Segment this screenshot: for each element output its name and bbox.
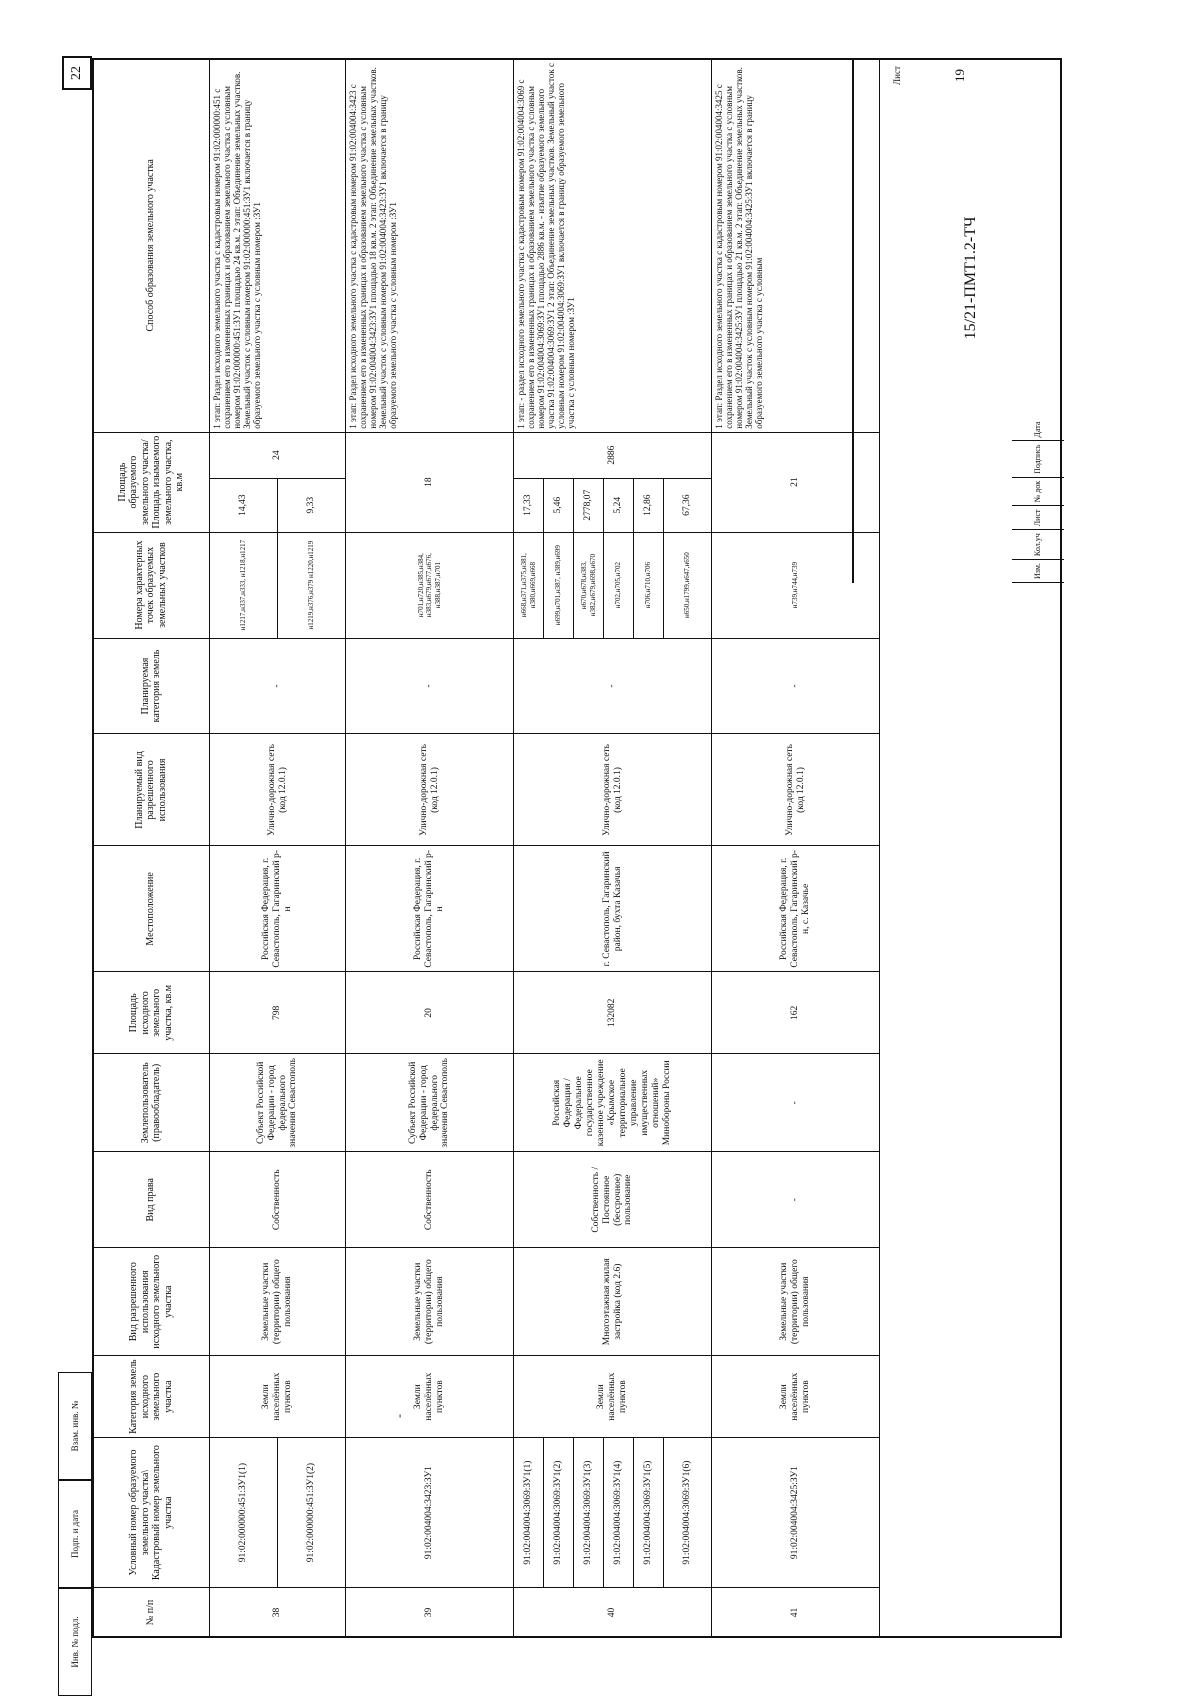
cell-points: н650,н1799,н647,н650	[664, 532, 712, 638]
cell-cond: 91:02:000000:451:ЗУ1(1)	[210, 1438, 278, 1588]
cell-cat: Земли населённых пунктов	[712, 1356, 880, 1438]
document-code: 15/21-ПМТ1.2-ТЧ	[962, 216, 979, 340]
cell-right: -	[712, 1152, 880, 1248]
cell-points: н699,н701,н387, н389,н699	[544, 532, 574, 638]
cell-parea: 9,33	[278, 478, 346, 532]
cell-right: Собственность	[346, 1152, 514, 1248]
cell-cond: 91:02:004004:3423:ЗУ1	[346, 1438, 514, 1588]
cell-owner: -	[712, 1054, 880, 1152]
cell-points: н1219,н376,н379 н1220,н1219	[278, 532, 346, 638]
cell-puse: Улично-дорожная сеть (код 12.0.1)	[346, 734, 514, 846]
tb-col-docno: № док	[1012, 478, 1064, 507]
cell-cond: 91:02:000000:451:ЗУ1(2)	[278, 1438, 346, 1588]
header-loc: Местоположение	[93, 846, 210, 972]
cell-pcat: -	[712, 638, 880, 734]
cell-use: Земельные участки (территории) общего пользования	[346, 1248, 514, 1356]
header-cond: Условный номер образуемого земельного участка\ Кадастровый номер земельного участка	[93, 1438, 210, 1588]
cell-points: н706,н710,н706	[634, 532, 664, 638]
sheet-label: Лист	[892, 66, 902, 85]
cell-points: н1217,н337,н333, н1218,н1217	[210, 532, 278, 638]
tb-col-change: Изм.	[1012, 560, 1064, 583]
side-cell-signature-date: Подп. и дата	[58, 1480, 92, 1588]
cell-points: н670,н678,н383, н382,н679,н698,н670	[574, 532, 604, 638]
cell-cond: 91:02:004004:3069:ЗУ1(4)	[604, 1438, 634, 1588]
tb-col-date: Дата	[1012, 419, 1064, 442]
cell-right: Собственность / Постоянное (бессрочное) пользование	[514, 1152, 712, 1248]
side-cell-inventory: Инв. № подл.	[58, 1588, 92, 1696]
cell-points: н739,н744,н739	[712, 532, 880, 638]
cell-loc: г. Севастополь, Гагаринский район, бухта Казачья	[514, 846, 712, 972]
side-cell-replacement: Взам. инв. №	[58, 1372, 92, 1480]
header-use: Вид разрешенного использования исходного земельного участка	[93, 1248, 210, 1356]
cell-area: 162	[712, 972, 880, 1054]
table-row	[514, 59, 544, 1638]
stray-dash: -	[392, 1414, 406, 1418]
cell-points: н702,н705,н702	[604, 532, 634, 638]
cell-right: Собственность	[210, 1152, 346, 1248]
cell-num: 39	[346, 1588, 514, 1638]
cell-puse: Улично-дорожная сеть (код 12.0.1)	[210, 734, 346, 846]
header-area: Площадь исходного земельного участка, кв.м	[93, 972, 210, 1054]
header-num: № п/п	[93, 1588, 210, 1638]
cell-puse: Улично-дорожная сеть (код 12.0.1)	[712, 734, 880, 846]
table-row	[210, 59, 278, 1638]
cell-loc: Российская Федерация, г. Севастополь, Гагаринский р-н	[210, 846, 346, 972]
land-plots-table	[92, 58, 880, 1638]
table-row	[346, 59, 514, 1638]
cell-puse: Улично-дорожная сеть (код 12.0.1)	[514, 734, 712, 846]
cell-cond: 91:02:004004:3425:ЗУ1	[712, 1438, 880, 1588]
cell-num: 41	[712, 1588, 880, 1638]
tb-col-signature: Подпись	[1012, 442, 1064, 478]
cell-cond: 91:02:004004:3069:ЗУ1(1)	[514, 1438, 544, 1588]
cell-parea: 21	[712, 432, 880, 532]
cell-method: 1 этап: - раздел исходного земельного участка с кадастровым номером 91:02:004004:3069 с сохранением его в измененных границах и образованием земельного участка с условным номером 91:02:004004:3069:ЗУ1 площадью 2886 кв.м. - изъятие образуемого земельного участка 91:02:004004:3069:ЗУ1 2 этап: Объединение земельных участков. Земельный участок с условным номером 91:02:004004:3069:ЗУ1 включается в границу образуемого земельного участка с условным номером :ЗУ1	[514, 59, 712, 433]
cell-cond: 91:02:004004:3069:ЗУ1(6)	[664, 1438, 712, 1588]
cell-parea-total: 24	[210, 432, 346, 478]
cell-parea: 67,36	[664, 478, 712, 532]
cell-num: 38	[210, 1588, 346, 1638]
header-points: Номера характерных точек образуемых земельных участков	[93, 532, 210, 638]
cell-pcat: -	[346, 638, 514, 734]
cell-parea: 2778,07	[574, 478, 604, 532]
cell-loc: Российская Федерация, г. Севастополь, Гагаринский р-н	[346, 846, 514, 972]
cell-pcat: -	[514, 638, 712, 734]
sheet-number: 19	[952, 69, 967, 82]
title-block-columns	[1012, 419, 1064, 583]
cell-cat: Земли населённых пунктов	[514, 1356, 712, 1438]
cell-use: Многоэтажная жилая застройка (код 2.6)	[514, 1248, 712, 1356]
cell-method: 1 этап: Раздел исходного земельного участка с кадастровым номером 91:02:004004:3423 с сохранением его в измененных границах и образованием земельного участка с условным номером 91:02:004004:3423:ЗУ1 площадью 18 кв.м. 2 этап: Объединение земельных участков. Земельный участок с условным номером 91:02:004004:3423:ЗУ1 включается в границу образуемого земельного участка с условным номером :ЗУ1	[346, 59, 514, 433]
cell-cat: Земли населённых пунктов	[210, 1356, 346, 1438]
cell-parea-total: 2886	[514, 432, 712, 478]
header-cat: Категория земель исходного земельного участка	[93, 1356, 210, 1438]
cell-points: н701,н720,н385,н384, н383,н679,н677,н676, н388,н387,н701	[346, 532, 514, 638]
cell-area: 132082	[514, 972, 712, 1054]
tb-col-sheet: Лист	[1012, 506, 1064, 530]
cell-parea: 14,43	[210, 478, 278, 532]
cell-cond: 91:02:004004:3069:ЗУ1(2)	[544, 1438, 574, 1588]
header-row	[93, 59, 210, 1638]
cell-owner: Российская Федерация / Федеральное государственное казенное учреждение «Крымское территориальное управление имущественных отношений» Минобороны России	[514, 1054, 712, 1152]
header-owner: Землепользователь (правообладатель)	[93, 1054, 210, 1152]
header-pcat: Планируемая категория земель	[93, 638, 210, 734]
tb-col-count: Кол.уч	[1012, 530, 1064, 560]
cell-cat: Земли населённых пунктов	[346, 1356, 514, 1438]
header-puse: Планируемый вид разрешенного использования	[93, 734, 210, 846]
cell-use: Земельные участки (территории) общего пользования	[712, 1248, 880, 1356]
header-parea: Площадь образуемого земельного участка/Площадь изымаемого земельного участка, кв.м	[93, 432, 210, 532]
header-right: Вид права	[93, 1152, 210, 1248]
cell-area: 20	[346, 972, 514, 1054]
cell-method: 1 этап: Раздел исходного земельного участка с кадастровым номером 91:02:000000:451 с сохранением его в измененных границах и образованием земельного участка с условным номером 91:02:000000:451:ЗУ1 площадью 24 кв.м. 2 этап: Объединение земельных участков. Земельный участок с условным номером 91:02:000000:451:ЗУ1 включается в границу образуемого земельного участка с условным номером :ЗУ1	[210, 59, 346, 433]
cell-parea: 5,24	[604, 478, 634, 532]
cell-pcat: -	[210, 638, 346, 734]
cell-num: 40	[514, 1588, 712, 1638]
cell-owner: Субъект Российской Федерации - город федерального значения Севастополь	[210, 1054, 346, 1152]
header-method: Способ образования земельного участка	[93, 59, 210, 433]
cell-points: н668,н371,н375,н381, н380,н669,н668	[514, 532, 544, 638]
cell-method: 1 этап: Раздел исходного земельного участка с кадастровым номером 91:02:004004:3425 с сохранением его в измененных границах и образованием земельного участка с условным номером 91:02:004004:3425:ЗУ1 площадью 21 кв.м. 2 этап: Объединение земельных участков. Земельный участок с условным номером 91:02:004004:3425:ЗУ1 включается в границу образуемого земельного участка с условным	[712, 59, 880, 433]
cell-use: Земельные участки (территории) общего пользования	[210, 1248, 346, 1356]
cell-parea: 12,86	[634, 478, 664, 532]
cell-parea: 5,46	[544, 478, 574, 532]
side-strip	[58, 1372, 92, 1696]
cell-cond: 91:02:004004:3069:ЗУ1(5)	[634, 1438, 664, 1588]
cell-cond: 91:02:004004:3069:ЗУ1(3)	[574, 1438, 604, 1588]
cell-parea: 18	[346, 432, 514, 532]
cell-area: 798	[210, 972, 346, 1054]
cell-owner: Субъект Российской Федерации - город федерального значения Севастополь	[346, 1054, 514, 1152]
cell-parea: 17,33	[514, 478, 544, 532]
cell-loc: Российская Федерация, г. Севастополь, Гагаринский р-н, с. Казачье	[712, 846, 880, 972]
page-number: 22	[62, 56, 92, 90]
